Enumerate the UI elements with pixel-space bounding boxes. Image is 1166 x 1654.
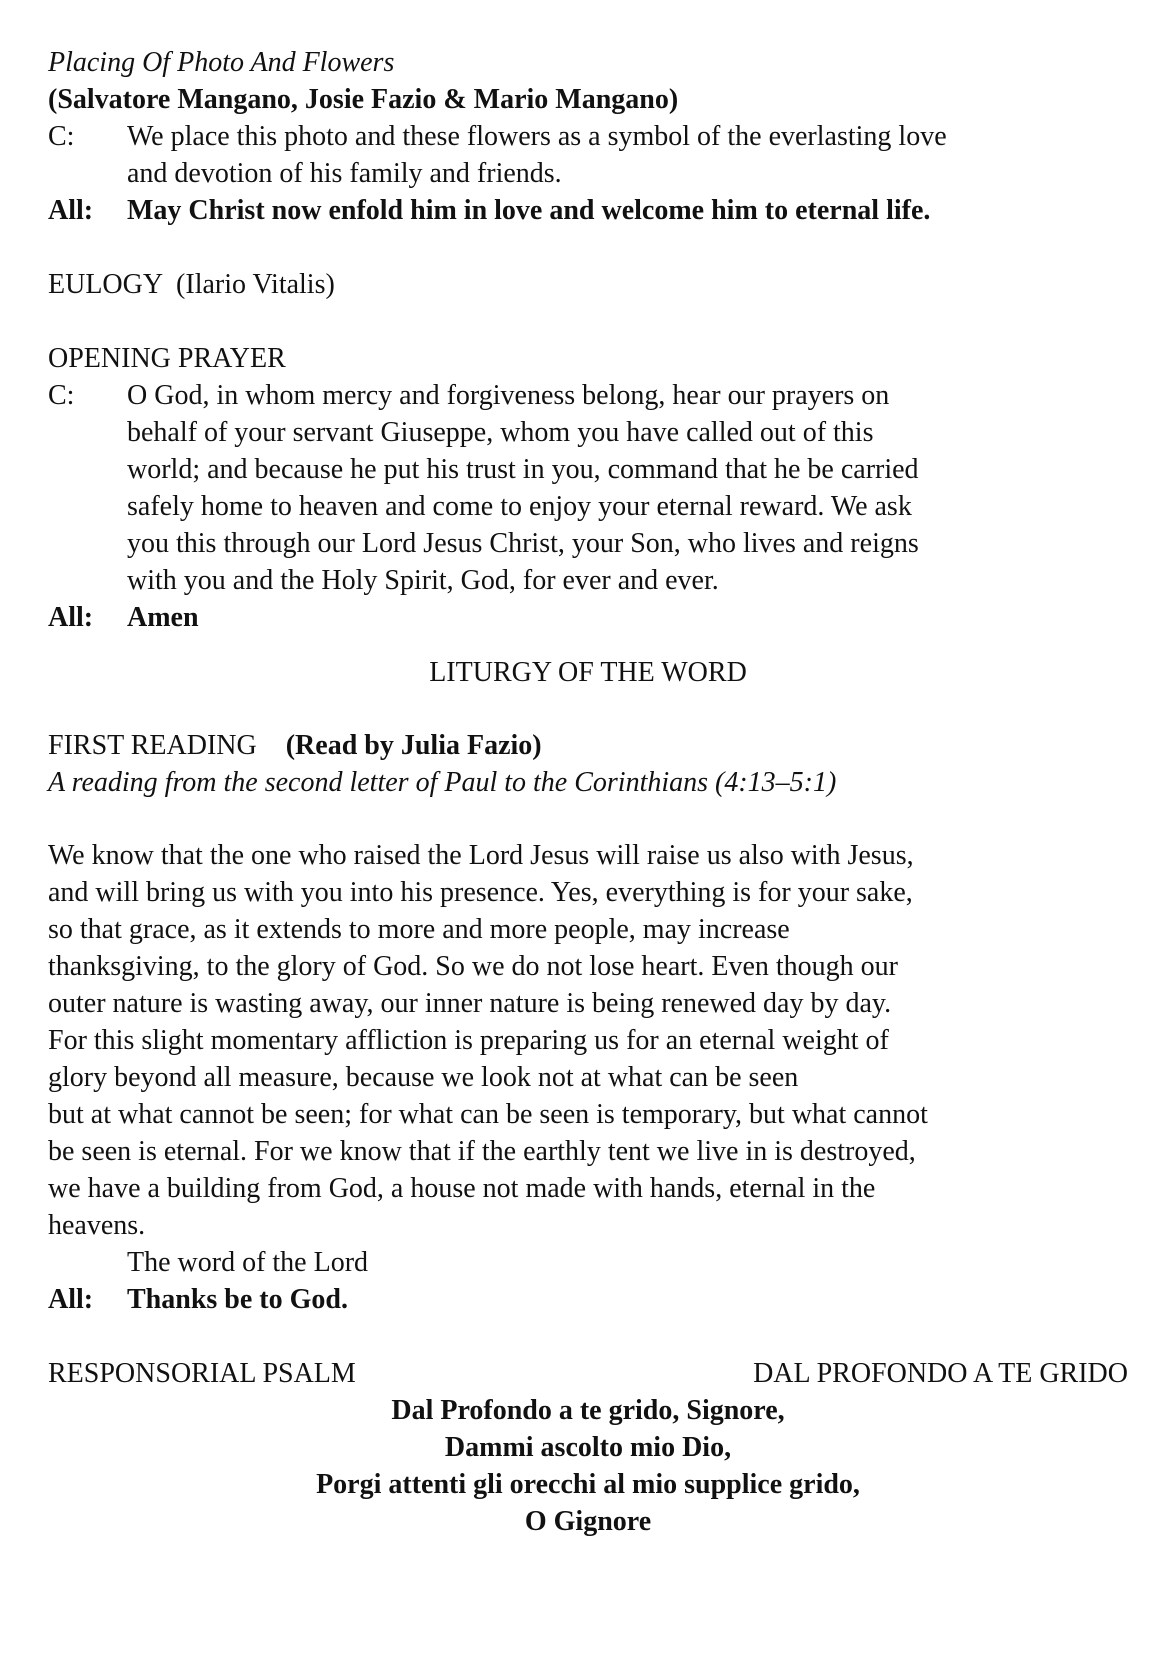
text-line: be seen is eternal. For we know that if the earthly tent we live in is destroyed, [48, 1136, 916, 1167]
document-page [48, 44, 1128, 1540]
photo-flowers-response [48, 192, 1128, 229]
psalm-heading-row [48, 1355, 1128, 1392]
text-line: and devotion of his family and friends. [127, 158, 562, 189]
psalm-response-line: O Gignore [524, 1506, 652, 1537]
text-line: so that grace, as it extends to more and more people, may increase [48, 914, 790, 945]
photo-flowers-heading: Placing Of Photo And Flowers [48, 47, 395, 78]
first-reading-source: A reading from the second letter of Paul to the Corinthians (4:13–5:1) [48, 767, 837, 798]
all-label: All: [48, 195, 94, 226]
photo-flowers-people: (Salvatore Mangano, Josie Fazio & Mario Mangano) [48, 84, 679, 115]
psalm-title: DAL PROFONDO A TE GRIDO [753, 1358, 1128, 1389]
text-line: thanksgiving, to the glory of God. So we do not lose heart. Even though our [48, 951, 898, 982]
first-reading-reader: (Read by Julia Fazio) [285, 730, 542, 761]
text-line: you this through our Lord Jesus Christ, your Son, who lives and reigns [127, 528, 919, 559]
text-line: O God, in whom mercy and forgiveness belong, hear our prayers on [127, 380, 890, 411]
opening-prayer-heading: OPENING PRAYER [48, 343, 286, 374]
all-label: All: [48, 1284, 94, 1315]
psalm-response-line: Dammi ascolto mio Dio, [444, 1432, 732, 1463]
text-line: We place this photo and these flowers as a symbol of the everlasting love [127, 121, 947, 152]
text-line: with you and the Holy Spirit, God, for ever and ever. [127, 565, 719, 596]
all-response-text: Thanks be to God. [127, 1284, 348, 1315]
psalm-response-line: Dal Profondo a te grido, Signore, [391, 1395, 785, 1426]
all-response-text: Amen [127, 602, 199, 633]
photo-flowers-celebrant [48, 118, 1128, 192]
text-line: outer nature is wasting away, our inner nature is being renewed day by day. [48, 988, 892, 1019]
first-reading-heading: FIRST READING [48, 730, 257, 761]
text-line: glory beyond all measure, because we look not at what can be seen [48, 1062, 799, 1093]
first-reading-closing: The word of the Lord [127, 1247, 369, 1278]
text-line: heavens. [48, 1210, 146, 1241]
opening-prayer-celebrant [48, 377, 1128, 599]
all-label: All: [48, 602, 94, 633]
eulogy-heading: EULOGY (Ilario Vitalis) [48, 269, 335, 300]
text-line: We know that the one who raised the Lord Jesus will raise us also with Jesus, [48, 840, 914, 871]
text-line: For this slight momentary affliction is preparing us for an eternal weight of [48, 1025, 889, 1056]
text-line: but at what cannot be seen; for what can be seen is temporary, but what cannot [48, 1099, 928, 1130]
psalm-response [48, 1392, 1128, 1540]
liturgy-heading: LITURGY OF THE WORD [429, 657, 747, 688]
all-response-text: May Christ now enfold him in love and welcome him to eternal life. [127, 195, 931, 226]
psalm-response-line: Porgi attenti gli orecchi al mio supplice grido, [316, 1469, 860, 1500]
psalm-heading: RESPONSORIAL PSALM [48, 1358, 356, 1389]
first-reading-response [48, 1281, 1128, 1318]
text-line: and will bring us with you into his presence. Yes, everything is for your sake, [48, 877, 913, 908]
text-line: we have a building from God, a house not made with hands, eternal in the [48, 1173, 876, 1204]
text-line: world; and because he put his trust in you, command that he be carried [127, 454, 919, 485]
celebrant-label: C: [48, 121, 75, 152]
first-reading-body [48, 837, 1128, 1244]
text-line: behalf of your servant Giuseppe, whom you have called out of this [127, 417, 874, 448]
text-line: safely home to heaven and come to enjoy your eternal reward. We ask [127, 491, 912, 522]
celebrant-label: C: [48, 380, 75, 411]
first-reading-heading-row [48, 727, 1128, 764]
opening-prayer-response [48, 599, 1128, 636]
